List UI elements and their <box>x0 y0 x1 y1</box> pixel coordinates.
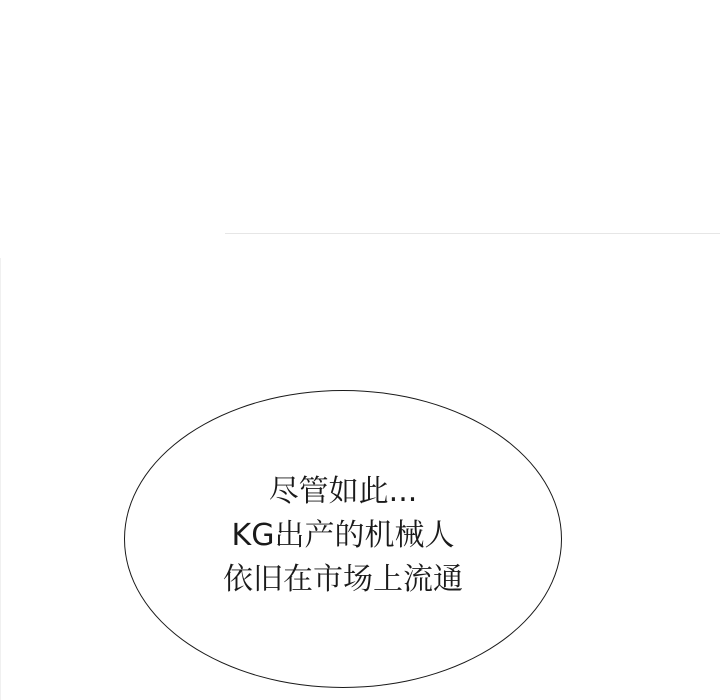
speech-line-2: KG出产的机械人 <box>231 518 455 553</box>
speech-bubble-text <box>124 470 562 602</box>
panel-border-top <box>225 233 720 234</box>
speech-line-3: 依旧在市场上流通 <box>223 562 463 597</box>
panel-border-left <box>0 258 1 700</box>
speech-line-1: 尽管如此... <box>268 474 418 509</box>
